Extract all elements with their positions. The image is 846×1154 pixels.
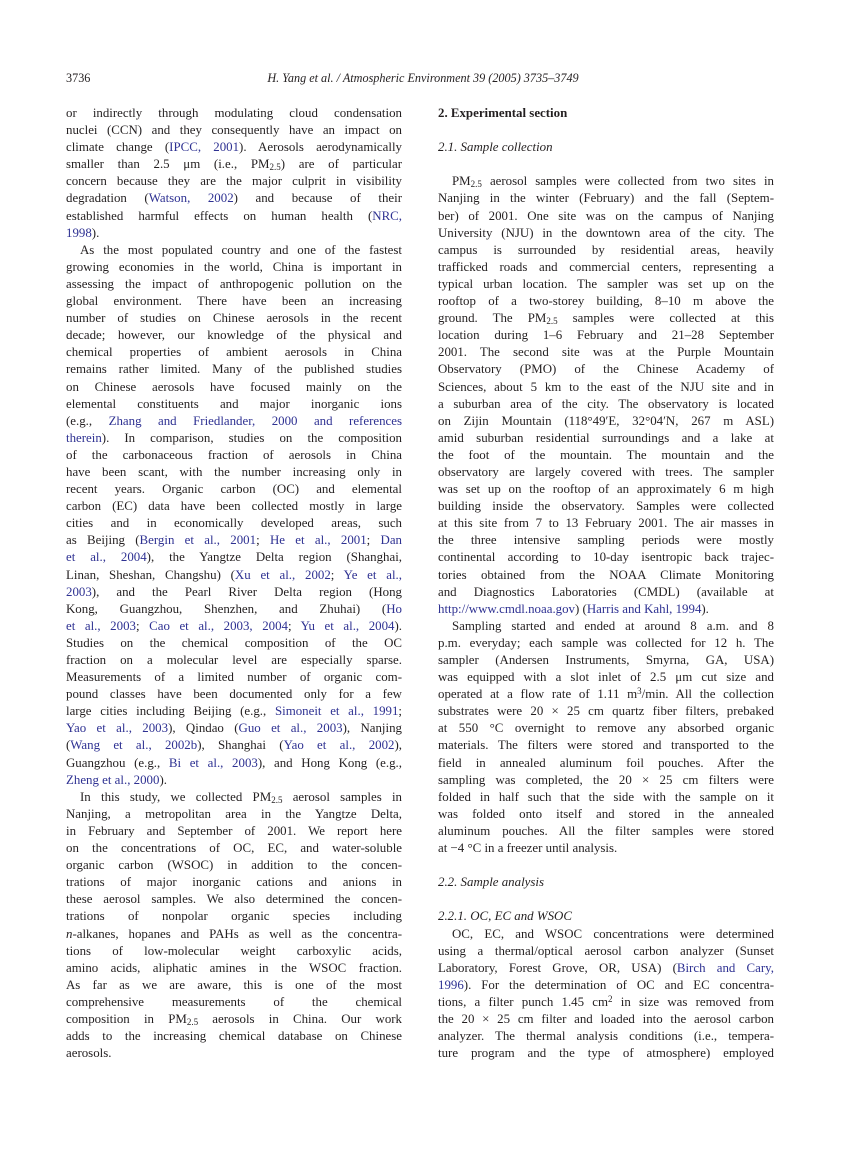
text-line: $PM_{2.5}$ aerosol samples were collected from two sites in [452, 174, 774, 190]
text-line: observatory are largely covered with trees. The sampler [438, 464, 774, 479]
text-line: As the most populated country and one of the fastest [80, 242, 402, 257]
text-line: the three intensive sampling periods were mostly [438, 533, 774, 548]
left-column [66, 105, 402, 1062]
citation-link[interactable]: 1996 [438, 977, 464, 992]
text-line: substrates were 20 × 25 cm quartz fiber filters, prebaked [438, 704, 774, 719]
text-line: growing economies in the world, China is important in [66, 259, 402, 274]
text-line: Studies on the chemical composition of the OC [66, 635, 402, 650]
text-line: the foot of the mountain. The mountain and the [438, 447, 774, 462]
text-line: As far as we are aware, this is one of the most [66, 977, 402, 992]
text-line: remains rather limited. Many of the published studies [66, 362, 402, 377]
text-line: recent years. Organic carbon (OC) and elemental [66, 482, 402, 497]
text-line: at −4 °C in a freezer until analysis. [438, 841, 618, 856]
text-line: climate change (IPCC, 2001). Aerosols aerodynamically [66, 140, 402, 155]
text-line: materials. The filters were stored and transported to the [438, 738, 774, 753]
text-line: fraction on a molecular level are especially sparse. [66, 653, 402, 667]
text-line: location during 1–6 February and 21–28 September [438, 328, 774, 343]
text-line: 2003), and the Pearl River Delta region (Hong [66, 584, 402, 599]
text-line: amino acids, aliphatic amines in the WSOC fraction. [66, 960, 402, 975]
text-line: Measurements of a limited number of organic com- [66, 670, 402, 685]
text-line: adds to the increasing chemical database on Chinese [66, 1029, 402, 1044]
citation-link[interactable]: Yao et al., 2002 [283, 738, 395, 753]
text-line: nuclei (CCN) and they consequently have an impact on [66, 123, 402, 138]
text-line: and Diagnostics Laboratories (CMDL) (available at [438, 584, 774, 599]
citation-link[interactable]: IPCC, 2001 [169, 140, 240, 155]
text-line: Sampling started and ended at around 8 a.m. and 8 [452, 618, 774, 633]
text-line: on the concentrations of OC, EC, and water-soluble [66, 841, 402, 856]
text-line: established harmful effects on human health (NRC, [66, 208, 402, 223]
text-line: Guangzhou (e.g., Bi et al., 2003), and Hong Kong (e.g., [66, 755, 402, 770]
subsubsection-heading: 2.2.1. OC, EC and WSOC [438, 909, 572, 924]
page-number: 3736 [66, 71, 91, 85]
text-line: smaller than 2.5 μm (i.e., $PM_{2.5}$) are of particular [66, 157, 402, 173]
text-line: (e.g., Zhang and Friedlander, 2000 and references [66, 413, 402, 428]
text-line: ber) of 2001. One site was on the campus of Nanjing [438, 208, 774, 223]
citation-link[interactable]: He et al., 2001 [269, 533, 367, 548]
text-line: was set up on the rooftop of an approximately 6 m high [438, 482, 774, 497]
text-line: chemical properties of ambient aerosols in China [66, 345, 402, 360]
citation-link[interactable]: NRC, [372, 208, 402, 223]
citation-link[interactable]: Zheng et al., 2000 [66, 772, 160, 787]
text-line: Sciences, about 5 km to the east of the NJU site and in [438, 379, 774, 394]
text-line: the 20 × 25 cm filter and loaded into the aerosol carbon [438, 1011, 774, 1026]
text-line: number of studies on Chinese aerosols in the recent [66, 311, 402, 326]
text-line: sampler (Andersen Instruments, Smyrna, GA, USA) [438, 653, 774, 667]
citation-link[interactable]: Yao et al., 2003 [66, 721, 169, 736]
citation-link[interactable]: Watson, 2002 [148, 191, 234, 206]
text-line: large cities including Beijing (e.g., Simoneit et al., 1991; [66, 704, 402, 719]
text-line: as Beijing (Bergin et al., 2001; He et al., 2001; Dan [66, 533, 402, 548]
text-line: University (NJU) in the downtown area of the city. The [438, 225, 774, 240]
text-line: these aerosol samples. We also determined the concen- [66, 892, 402, 907]
text-line: tions of low-molecular weight carboxylic acids, [66, 943, 402, 958]
text-line: at this site from 7 to 13 February 2001. The air masses in [438, 516, 774, 531]
text-line: In this study, we collected $PM_{2.5}$ aerosol samples in [80, 789, 402, 805]
right-column [438, 105, 774, 1062]
text-line: operated at a flow rate of 1.11 $m^3/\min$. All the collection [438, 686, 774, 702]
citation-link[interactable]: Simoneit et al., 1991 [274, 704, 399, 719]
url-link[interactable]: http://www.cmdl.noaa.gov [438, 601, 576, 616]
text-line: organic carbon (WSOC) in addition to the concen- [66, 858, 402, 873]
text-line: Zheng et al., 2000). [66, 772, 167, 787]
text-line: folded in half such that the side with the sample on it [438, 789, 774, 804]
text-line: comprehensive measurements of the chemical [66, 994, 402, 1009]
text-line: pound classes have been documented only for a few [66, 687, 402, 702]
text-line: trations of nonpolar organic species including [66, 909, 402, 924]
text-line: Linan, Sheshan, Changshu) (Xu et al., 2002; Ye et al., [66, 567, 402, 582]
citation-link[interactable]: Birch and Cary, [676, 960, 774, 975]
text-line: elemental constituents and major inorganic ions [66, 396, 402, 411]
citation-link[interactable]: 2003 [66, 584, 92, 599]
text-line: tions, a filter punch 1.45 $cm^2$ in size was removed from [438, 993, 774, 1009]
text-line: a suburban area of the city. The observatory is located [438, 396, 774, 411]
text-line: assessing the impact of anthropogenic pollution on the [66, 276, 402, 291]
text-line: on Zijin Mountain (118°49′E, 32°04′N, 267 m ASL) [438, 413, 774, 428]
text-line: at 550 °C overnight to remove any absorbed organic [438, 721, 774, 736]
citation-link[interactable]: Yu et al., 2004 [300, 618, 395, 633]
citation-link[interactable]: Ho [386, 601, 402, 616]
text-line: amid suburban residential surroundings and a lake at [438, 430, 774, 445]
text-line: trations of major inorganic cations and anions in [66, 875, 402, 890]
text-line: trafficked roads and commercial centers, representing a [438, 259, 774, 274]
citation-link[interactable]: Harris and Kahl, 1994 [586, 601, 702, 616]
section-heading: 2. Experimental section [438, 106, 568, 120]
text-line: typical urban location. The sampler was set up on the [438, 276, 774, 291]
text-line: et al., 2003; Cao et al., 2003, 2004; Yu et al., 2004). [66, 618, 402, 633]
text-line: 1996). For the determination of OC and EC concentra- [438, 977, 774, 992]
text-line: rooftop of a two-storey building, 8–10 m above the [438, 294, 774, 309]
citation-link[interactable]: et al., 2003 [66, 618, 136, 633]
text-line: OC, EC, and WSOC concentrations were determined [452, 926, 774, 941]
text-line: aerosols. [66, 1046, 112, 1061]
text-line: Observatory (PMO) of the Chinese Academy of [438, 362, 774, 377]
page-header [66, 71, 780, 87]
citation-link[interactable]: Ye et al., [343, 567, 402, 582]
text-line: 2001. The second site was at the Purple Mountain [438, 345, 774, 360]
text-line: analyzer. The thermal analysis conditions (i.e., tempera- [438, 1029, 774, 1044]
citation-link[interactable]: Bi et al., 2003 [168, 755, 258, 770]
citation-link[interactable]: Guo et al., 2003 [238, 721, 343, 736]
citation-link[interactable]: 1998 [66, 225, 92, 240]
text-line: aluminum pouches. All the filter samples were stored [438, 823, 774, 838]
text-line: ground. The $PM_{2.5}$ samples were collected at this [438, 311, 774, 327]
text-line: campus is surrounded by residential areas, heavily [438, 242, 774, 257]
text-line: in February and September of 2001. We report here [66, 823, 402, 838]
text-line: http://www.cmdl.noaa.gov) (Harris and Kahl, 1994). [438, 601, 709, 616]
text-line: carbon (EC) data have been collected mostly in large [66, 499, 402, 514]
text-line: n-alkanes, hopanes and PAHs as well as the concentra- [66, 926, 402, 941]
text-line: or indirectly through modulating cloud condensation [66, 106, 402, 120]
text-line: of the carbonaceous fraction of aerosols in China [66, 447, 402, 462]
citation-link[interactable]: Bergin et al., 2001 [139, 533, 257, 548]
text-line: Nanjing, a metropolitan area in the Yangtze Delta, [66, 806, 402, 821]
text-line: degradation (Watson, 2002) and because of their [66, 191, 402, 206]
text-line: sampling was completed, the 20 × 25 cm filters were [438, 772, 774, 787]
text-line: therein). In comparison, studies on the composition [66, 430, 402, 445]
citation-link[interactable]: Cao et al., 2003, 2004 [149, 618, 288, 633]
text-line: field in annealed aluminum foil pouches. After the [438, 755, 774, 770]
text-line: was equipped with a slot inlet of 2.5 μm cut size and [438, 670, 774, 685]
text-line: Nanjing in the winter (February) and the fall (Septem- [438, 191, 774, 206]
text-line: building inside the observatory. Samples were collected [438, 499, 774, 514]
citation-link[interactable]: Zhang and Friedlander, 2000 and references [108, 413, 402, 428]
running-title: H. Yang et al. / Atmospheric Environment 39 (2005) 3735–3749 [267, 71, 579, 85]
text-line: tories obtained from the NOAA Climate Monitoring [438, 567, 774, 582]
text-line: on Chinese aerosols have focused mainly on the [66, 379, 402, 394]
text-line: et al., 2004), the Yangtze Delta region (Shanghai, [66, 550, 402, 565]
citation-link[interactable]: therein [66, 430, 102, 445]
text-line: using a thermal/optical aerosol carbon analyzer (Sunset [438, 943, 774, 958]
text-line: continental according to 10-day isentropic back trajec- [438, 550, 774, 565]
text-line: (Wang et al., 2002b), Shanghai (Yao et al., 2002), [66, 738, 402, 753]
text-line: composition in $PM_{2.5}$ aerosols in China. Our work [66, 1011, 402, 1027]
text-line: Laboratory, Forest Grove, OR, USA) (Birch and Cary, [438, 960, 774, 975]
text-line: Yao et al., 2003), Qindao (Guo et al., 2003), Nanjing [66, 721, 402, 736]
subsection-heading: 2.1. Sample collection [438, 140, 553, 155]
subsection-heading: 2.2. Sample analysis [438, 875, 544, 890]
citation-link[interactable]: Wang et al., 2002b [70, 738, 198, 753]
text-line: p.m. everyday; each sample was collected for 12 h. The [438, 635, 774, 650]
text-line: 1998). [66, 225, 100, 240]
citation-link[interactable]: Xu et al., 2002 [234, 567, 331, 582]
text-line: was folded onto itself and stored in the annealed [438, 806, 774, 821]
citation-link[interactable]: et al., 2004 [66, 550, 147, 565]
citation-link[interactable]: Dan [380, 533, 402, 548]
text-line: have been scant, with the number increasing only in [66, 464, 402, 479]
text-line: global environment. There have been an increasing [66, 294, 402, 309]
text-line: decade; however, our knowledge of the physical and [66, 328, 402, 343]
text-line: ture program and the type of atmosphere) employed [438, 1046, 774, 1061]
text-line: cities and in economically developed areas, such [66, 516, 402, 531]
text-line: Kong, Guangzhou, Shenzhen, and Zhuhai) (Ho [66, 601, 402, 616]
text-line: concern because they are the major culprit in visibility [66, 174, 402, 189]
